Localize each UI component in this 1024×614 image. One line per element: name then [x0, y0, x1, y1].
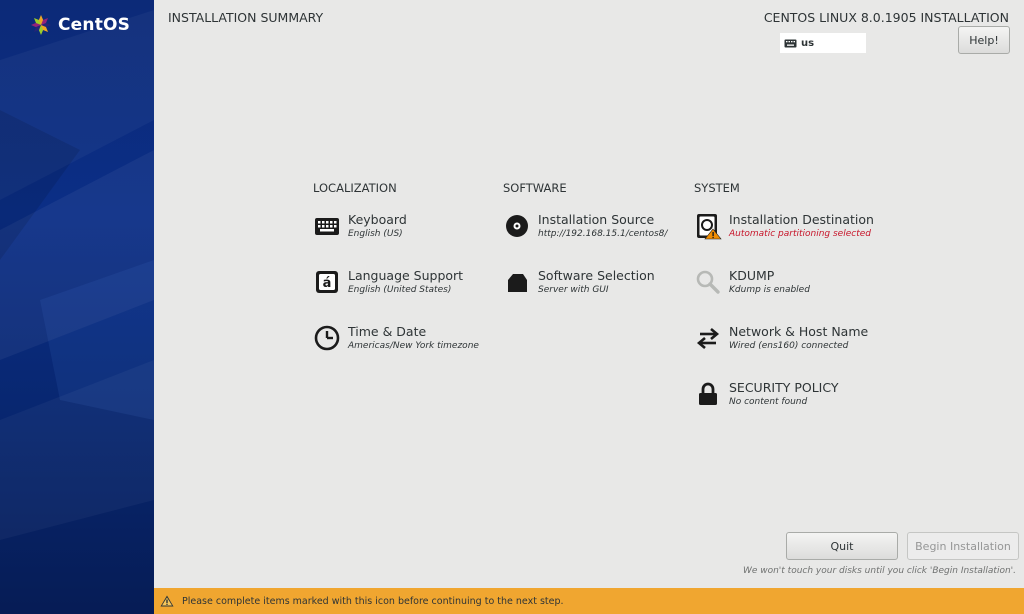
system-section: [694, 181, 884, 436]
network-arrows-icon: [694, 324, 722, 352]
magnifier-icon: [694, 268, 722, 296]
spoke-time-date[interactable]: [313, 324, 503, 380]
spoke-status-warning: Automatic partitioning selected: [729, 229, 871, 239]
keyboard-layout-indicator[interactable]: [780, 33, 866, 53]
spoke-title: SECURITY POLICY: [729, 380, 839, 395]
spoke-kdump[interactable]: [694, 268, 884, 324]
svg-text:á: á: [322, 276, 332, 291]
spoke-status: English (US): [348, 229, 403, 239]
spoke-software-selection[interactable]: [503, 268, 693, 324]
keyboard-icon: [313, 212, 341, 240]
clock-icon: [313, 324, 341, 352]
page-title: INSTALLATION SUMMARY: [168, 10, 324, 25]
harddisk-warning-icon: [694, 212, 722, 240]
spoke-status: Americas/New York timezone: [348, 341, 479, 351]
spoke-keyboard[interactable]: [313, 212, 503, 268]
spoke-status: No content found: [729, 397, 808, 407]
software-section: [503, 181, 693, 324]
help-button[interactable]: Help!: [958, 26, 1010, 54]
lock-icon: [694, 380, 722, 408]
centos-logo-icon: [30, 14, 52, 36]
spoke-status: Wired (ens160) connected: [729, 341, 849, 351]
sidebar: [0, 0, 154, 614]
begin-installation-button[interactable]: Begin Installation: [907, 532, 1019, 560]
spoke-title: Software Selection: [538, 268, 655, 283]
spoke-status: Kdump is enabled: [729, 285, 810, 295]
localization-heading: LOCALIZATION: [313, 181, 397, 195]
spoke-installation-destination[interactable]: [694, 212, 884, 268]
spoke-status: Server with GUI: [538, 285, 609, 295]
sidebar-background: [0, 0, 154, 614]
quit-button[interactable]: Quit: [786, 532, 898, 560]
begin-installation-hint: We won't touch your disks until you click 'Begin Installation'.: [742, 566, 1016, 576]
spoke-installation-source[interactable]: [503, 212, 693, 268]
system-heading: SYSTEM: [694, 181, 740, 195]
software-heading: SOFTWARE: [503, 181, 567, 195]
main-panel: [154, 0, 1024, 614]
spoke-title: KDUMP: [729, 268, 775, 283]
spoke-network-host-name[interactable]: [694, 324, 884, 380]
logo-text: CentOS: [58, 15, 131, 35]
spoke-title: Installation Source: [538, 212, 655, 227]
warning-bar: [154, 588, 1024, 614]
spoke-status: http://192.168.15.1/centos8/: [538, 229, 668, 239]
spoke-security-policy[interactable]: [694, 380, 884, 436]
spoke-status: English (United States): [348, 285, 452, 295]
spoke-title: Language Support: [348, 268, 464, 283]
product-title: CENTOS LINUX 8.0.1905 INSTALLATION: [763, 10, 1009, 25]
disc-icon: [503, 212, 531, 240]
spoke-title: Keyboard: [348, 212, 407, 227]
spoke-title: Installation Destination: [729, 212, 874, 227]
warning-message: Please complete items marked with this icon before continuing to the next step.: [182, 595, 564, 607]
spoke-language-support[interactable]: [313, 268, 503, 324]
keyboard-small-icon: [784, 39, 797, 48]
spoke-title: Network & Host Name: [729, 324, 869, 339]
package-icon: [503, 268, 531, 296]
localization-section: [313, 181, 503, 380]
keyboard-layout-label: us: [801, 37, 815, 49]
language-icon: [313, 268, 341, 296]
warning-icon: [160, 595, 174, 607]
centos-logo: [30, 14, 130, 36]
spoke-title: Time & Date: [348, 324, 427, 339]
